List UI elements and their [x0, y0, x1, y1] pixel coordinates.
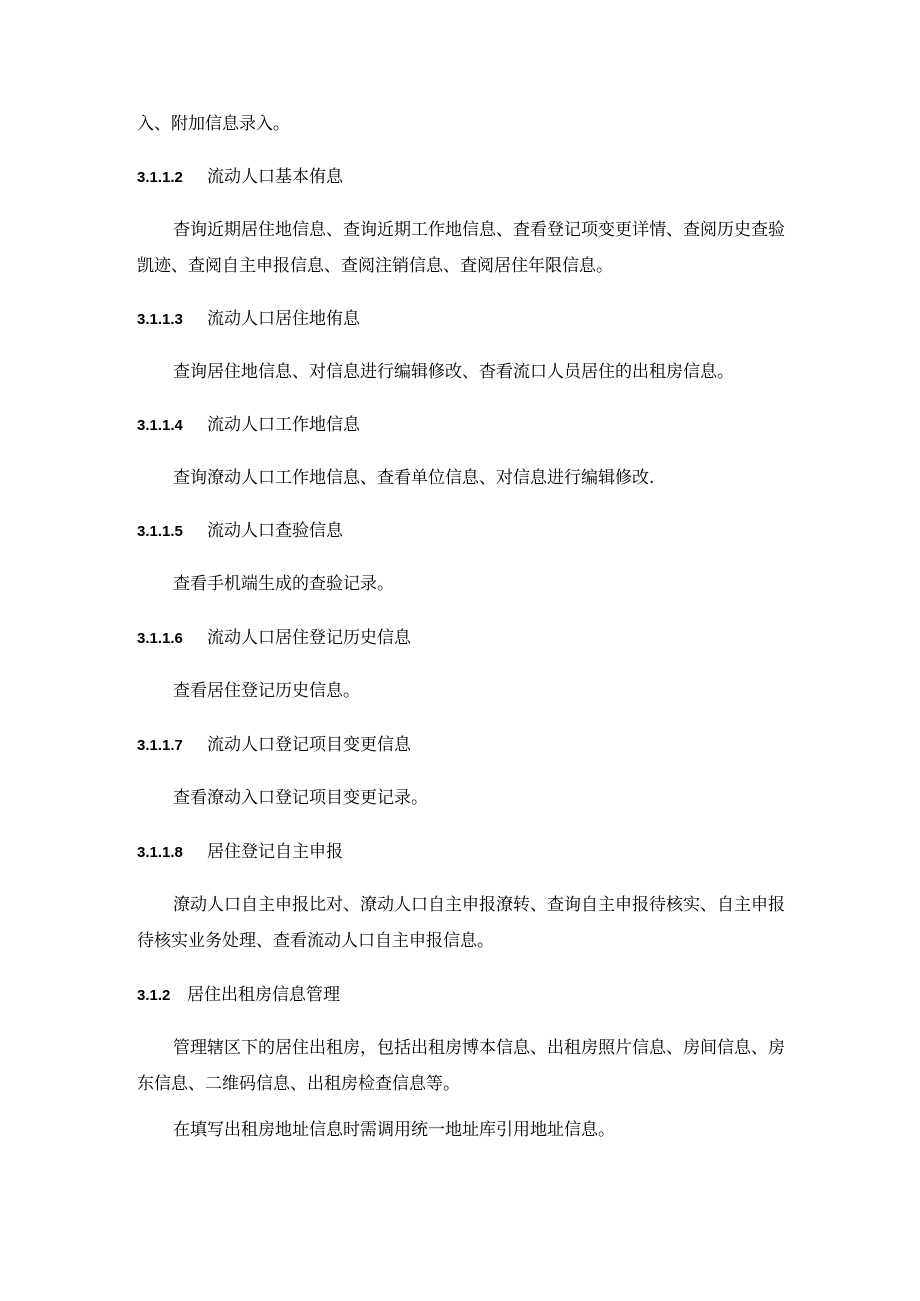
- section-title: 流动人口基本侑息: [207, 167, 343, 187]
- section-number: 3.1.2: [137, 987, 171, 1004]
- section-heading: [137, 415, 360, 436]
- paragraph-line: 查看居住登记历史信息。: [173, 681, 360, 701]
- paragraph-line: 查看潦动入口登记项目变更记录。: [173, 788, 428, 808]
- section-number: 3.1.1.2: [137, 169, 183, 186]
- paragraph-line: 查询居住地信息、对信息进行编辑修改、杳看流口人员居住的出租房信息。: [173, 362, 734, 382]
- section-number: 3.1.1.5: [137, 523, 183, 540]
- section-title: 流动人口查验信息: [207, 521, 343, 541]
- paragraph-line: 东信息、二维码信息、出租房检查信息等。: [137, 1074, 460, 1094]
- section-heading: [137, 842, 343, 863]
- paragraph-line: 潦动人口自主申报比对、潦动人口自主申报潦转、查询自主申报待核实、自主申报: [173, 895, 785, 915]
- section-number: 3.1.1.6: [137, 630, 183, 647]
- section-heading: [137, 309, 360, 330]
- paragraph-line: 管理辖区下的居住出租房，包括出租房博本信息、出租房照片信息、房间信息、房: [173, 1038, 785, 1058]
- section-number: 3.1.1.8: [137, 844, 183, 861]
- section-title: 流动人口工作地信息: [207, 415, 360, 435]
- section-heading: [137, 521, 343, 542]
- section-number: 3.1.1.3: [137, 311, 183, 328]
- section-heading: [137, 735, 411, 756]
- section-number: 3.1.1.7: [137, 737, 183, 754]
- section-title: 流动人口居住登记历史信息: [207, 628, 411, 648]
- intro-text: 入、附加信息录入。: [137, 114, 290, 134]
- paragraph-line: 查询潦动人口工作地信息、查看单位信息、对信息进行编辑修改.: [173, 468, 655, 488]
- section-heading: [137, 985, 340, 1006]
- paragraph-line: 凯迹、查阅自主申报信息、查阅注销信息、査阅居住年限信息。: [137, 256, 613, 276]
- section-number: 3.1.1.4: [137, 417, 183, 434]
- section-heading: [137, 628, 411, 649]
- section-title: 居住登记自主申报: [207, 842, 343, 862]
- paragraph-line: 在填写出租房地址信息时需调用统一地址库引用地址信息。: [173, 1120, 615, 1140]
- section-title: 流动人口登记项目变更信息: [207, 735, 411, 755]
- section-title: 居住出租房信息管理: [187, 985, 340, 1005]
- section-heading: [137, 167, 343, 188]
- paragraph-line: 查看手机端生成的查验记录。: [173, 574, 394, 594]
- paragraph-line: 杳询近期居住地信息、查询近期工作地信息、査看登记项变更详情、查阅历史查验: [173, 220, 785, 240]
- section-title: 流动人口居住地侑息: [207, 309, 360, 329]
- paragraph-line: 待核实业务处理、查看流动人口自主申报信息。: [137, 931, 494, 951]
